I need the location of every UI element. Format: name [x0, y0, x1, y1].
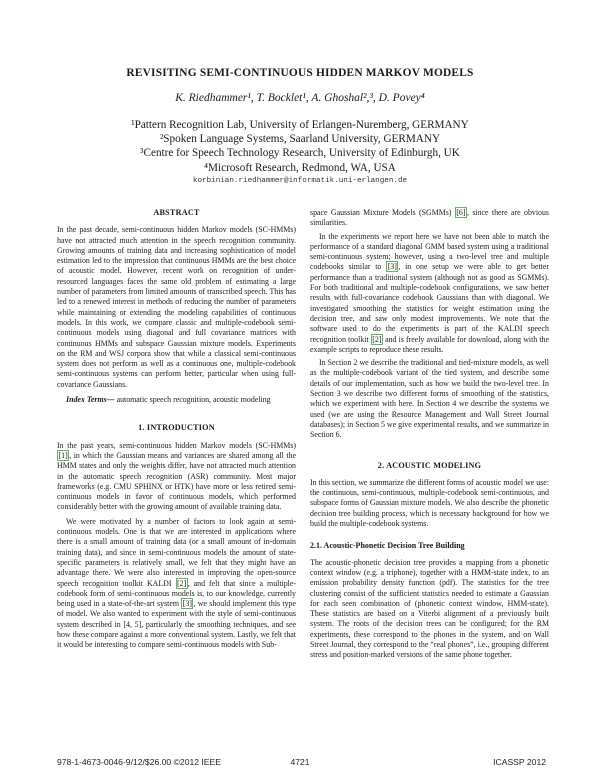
citation-link[interactable]: [6]	[456, 208, 466, 217]
right-paragraph-2: In Section 2 we describe the traditional and tied-mixture models, as well as the multiple-codebook variant of the tied system, and describe some details of our implementation, such as how we build the two-level tree. In Section 3 we describe two different forms of smoothing of the statistics, which we experiment with here. In Section 4 we describe the systems we used (we are using the Resource Management and Wall Street Journal databases); in Section 5 we give experimental results, and we summarize in Section 6.	[310, 358, 549, 440]
citation-link[interactable]: [3]	[182, 599, 192, 609]
abstract-body: In the past decade, semi-continuous hidden Markov models (SC-HMMs) have not attracted much attention in the speech recognition community. Growing amounts of training data and increasing sophistication of model estimation led to the impression that continuous HMMs are the best choice of acoustic model. However, recent work on recognition of under-resourced languages faces the same old problem of estimating a large number of parameters from limited amounts of transcribed speech. This has led to a renewed interest in methods of reducing the number of parameters while maintaining or extending the modeling capabilities of continuous models. In this work, we compare classic and multiple-codebook semi-continuous models using diagonal and full covariance matrices with continuous HMMs and subspace Gaussian mixture models. Experiments on the RM and WSJ corpora show that while a classical semi-continuous system does not perform as well as a continuous one, multiple-codebook semi-continuous systems can perform better, particular when using full-covariance Gaussians.	[57, 225, 296, 389]
body-text: In the experiments we report here we have not been able to match the performance of a standard diagonal GMM based system using a traditional semi-continuous system; however, using a two-level tree and multiple codebooks similar to	[310, 231, 549, 272]
body-text: and is freely available for download, along with the example scripts to reproduce these results.	[310, 334, 549, 354]
right-column	[310, 208, 549, 661]
affiliation-2: ²Spoken Language Systems, Saarland University, GERMANY	[159, 133, 441, 146]
right-paragraph-1	[310, 232, 549, 356]
section-2-heading: 2. ACOUSTIC MODELING	[377, 460, 482, 470]
subsection-2-1-heading: 2.1. Acoustic-Phonetic Decision Tree Building	[310, 541, 465, 551]
subsection-2-1-paragraph: The acoustic-phonetic decision tree provides a mapping from a phonetic context window (e.g. a triphone), together with a HMM-state index, to an emission probability density function (pdf). The statistics for the tree clustering consist of the sufficient statistics needed to estimate a Gaussian for each seen combination of (phonetic context window, HMM-state). These statistics are based on a Viterbi alignment of a previously built system. The roots of the decision trees can be configured; for the RM experiments, these correspond to the phones in the system, and on Wall Street Journal, they correspond to the “real phones”, i.e., grouping different stress and position-marked versions of the same phone together.	[310, 557, 549, 660]
index-terms	[57, 395, 296, 405]
citation-link[interactable]: [1]	[58, 450, 68, 460]
author-list: K. Riedhammer¹, T. Bocklet¹, A. Ghoshal²,³, D. Povey⁴	[175, 92, 425, 104]
affiliations	[0, 118, 600, 175]
section-2-paragraph: In this section, we summarize the different forms of acoustic model we use: the continuous, semi-continuous, multiple-codebook semi-continuous, and subspace forms of Gaussian mixture models. We also describe the phonetic decision tree building process, which is necessary background for how we build the multiple-codebook systems.	[310, 477, 549, 529]
affiliation-1: ¹Pattern Recognition Lab, University of Erlangen-Nuremberg, GERMANY	[131, 119, 469, 131]
intro-text: , in which the Gaussian means and variances are shared among all the HMM states and only the weights differ, have not attracted much attention in the automatic speech recognition (ASR) community. Most major frameworks (e.g. CMU SPHINX or HTK) have more or less retired semi-continuous models in favor of continuous models, which performed considerably better with the growing amount of available training data.	[57, 450, 296, 512]
body-text: space Gaussian Mixture Models (SGMMs)	[310, 208, 455, 217]
intro-heading: 1. INTRODUCTION	[138, 423, 215, 433]
index-terms-label: Index Terms—	[66, 395, 115, 405]
index-terms-text: automatic speech recognition, acoustic modeling	[114, 395, 271, 405]
intro-text: , we should implement this type of model. We also wanted to experiment with the style of semi-continuous system described in [4, 5], particularly the smoothing techniques, and see how these compare against a more conventional system. Lastly, we felt that it would be interesting to compare semi-continuous models with Sub-	[57, 599, 296, 650]
affiliation-3: ³Centre for Speech Technology Research, University of Edinburgh, UK	[140, 147, 460, 160]
body-text: , since there are obvious similarities.	[310, 208, 549, 228]
abstract-heading: ABSTRACT	[153, 208, 200, 217]
paper-title: REVISITING SEMI-CONTINUOUS HIDDEN MARKOV MODELS	[126, 67, 474, 79]
affiliation-4: ⁴Microsoft Research, Redmond, WA, USA	[204, 161, 396, 174]
citation-link[interactable]: [2]	[177, 578, 187, 588]
intro-paragraph-1	[57, 441, 296, 513]
intro-text: In the past years, semi-continuous hidden Markov models (SC-HMMs)	[57, 440, 296, 450]
footer-conference: ICASSP 2012	[493, 757, 546, 767]
intro-text: We were motivated by a number of factors to look again at semi-continuous models. One is that we are interested in applications where there is a small amount of training data (or a small amount of in-domain training data), and since in semi-continuous models the amount of state-specific parameters is relatively small, we felt that they might have an advantage there. We were also interested in improving the open-source speech recognition toolkit KALDI	[57, 516, 296, 588]
left-column	[57, 208, 296, 651]
right-paragraph-0	[310, 208, 549, 229]
footer-page-number: 4721	[290, 757, 310, 767]
footer-isbn: 978-1-4673-0046-9/12/$26.00 ©2012 IEEE	[57, 757, 222, 767]
body-text: , in one setup we were able to get better performance than a traditional system (although not as good as SGMMs). For both traditional and multiple-codebook configurations, we saw better results with full-covariance codebook Gaussians than with diagonal. We investigated smoothing the statistics for weight estimation using the decision tree, and saw only modest improvements. We note that the software used to do the experiments is part of the KALDI speech recognition toolkit	[310, 262, 549, 344]
intro-text: , and felt that since a multiple-codebook form of semi-continuous models is, to our knowledge, currently being used in a state-of-the-art system	[57, 578, 296, 609]
contact-email: korbinian.riedhammer@informatik.uni-erlangen.de	[192, 177, 408, 185]
citation-link[interactable]: [2]	[372, 334, 382, 344]
intro-paragraph-2	[57, 517, 296, 651]
citation-link[interactable]: [3]	[387, 262, 397, 272]
